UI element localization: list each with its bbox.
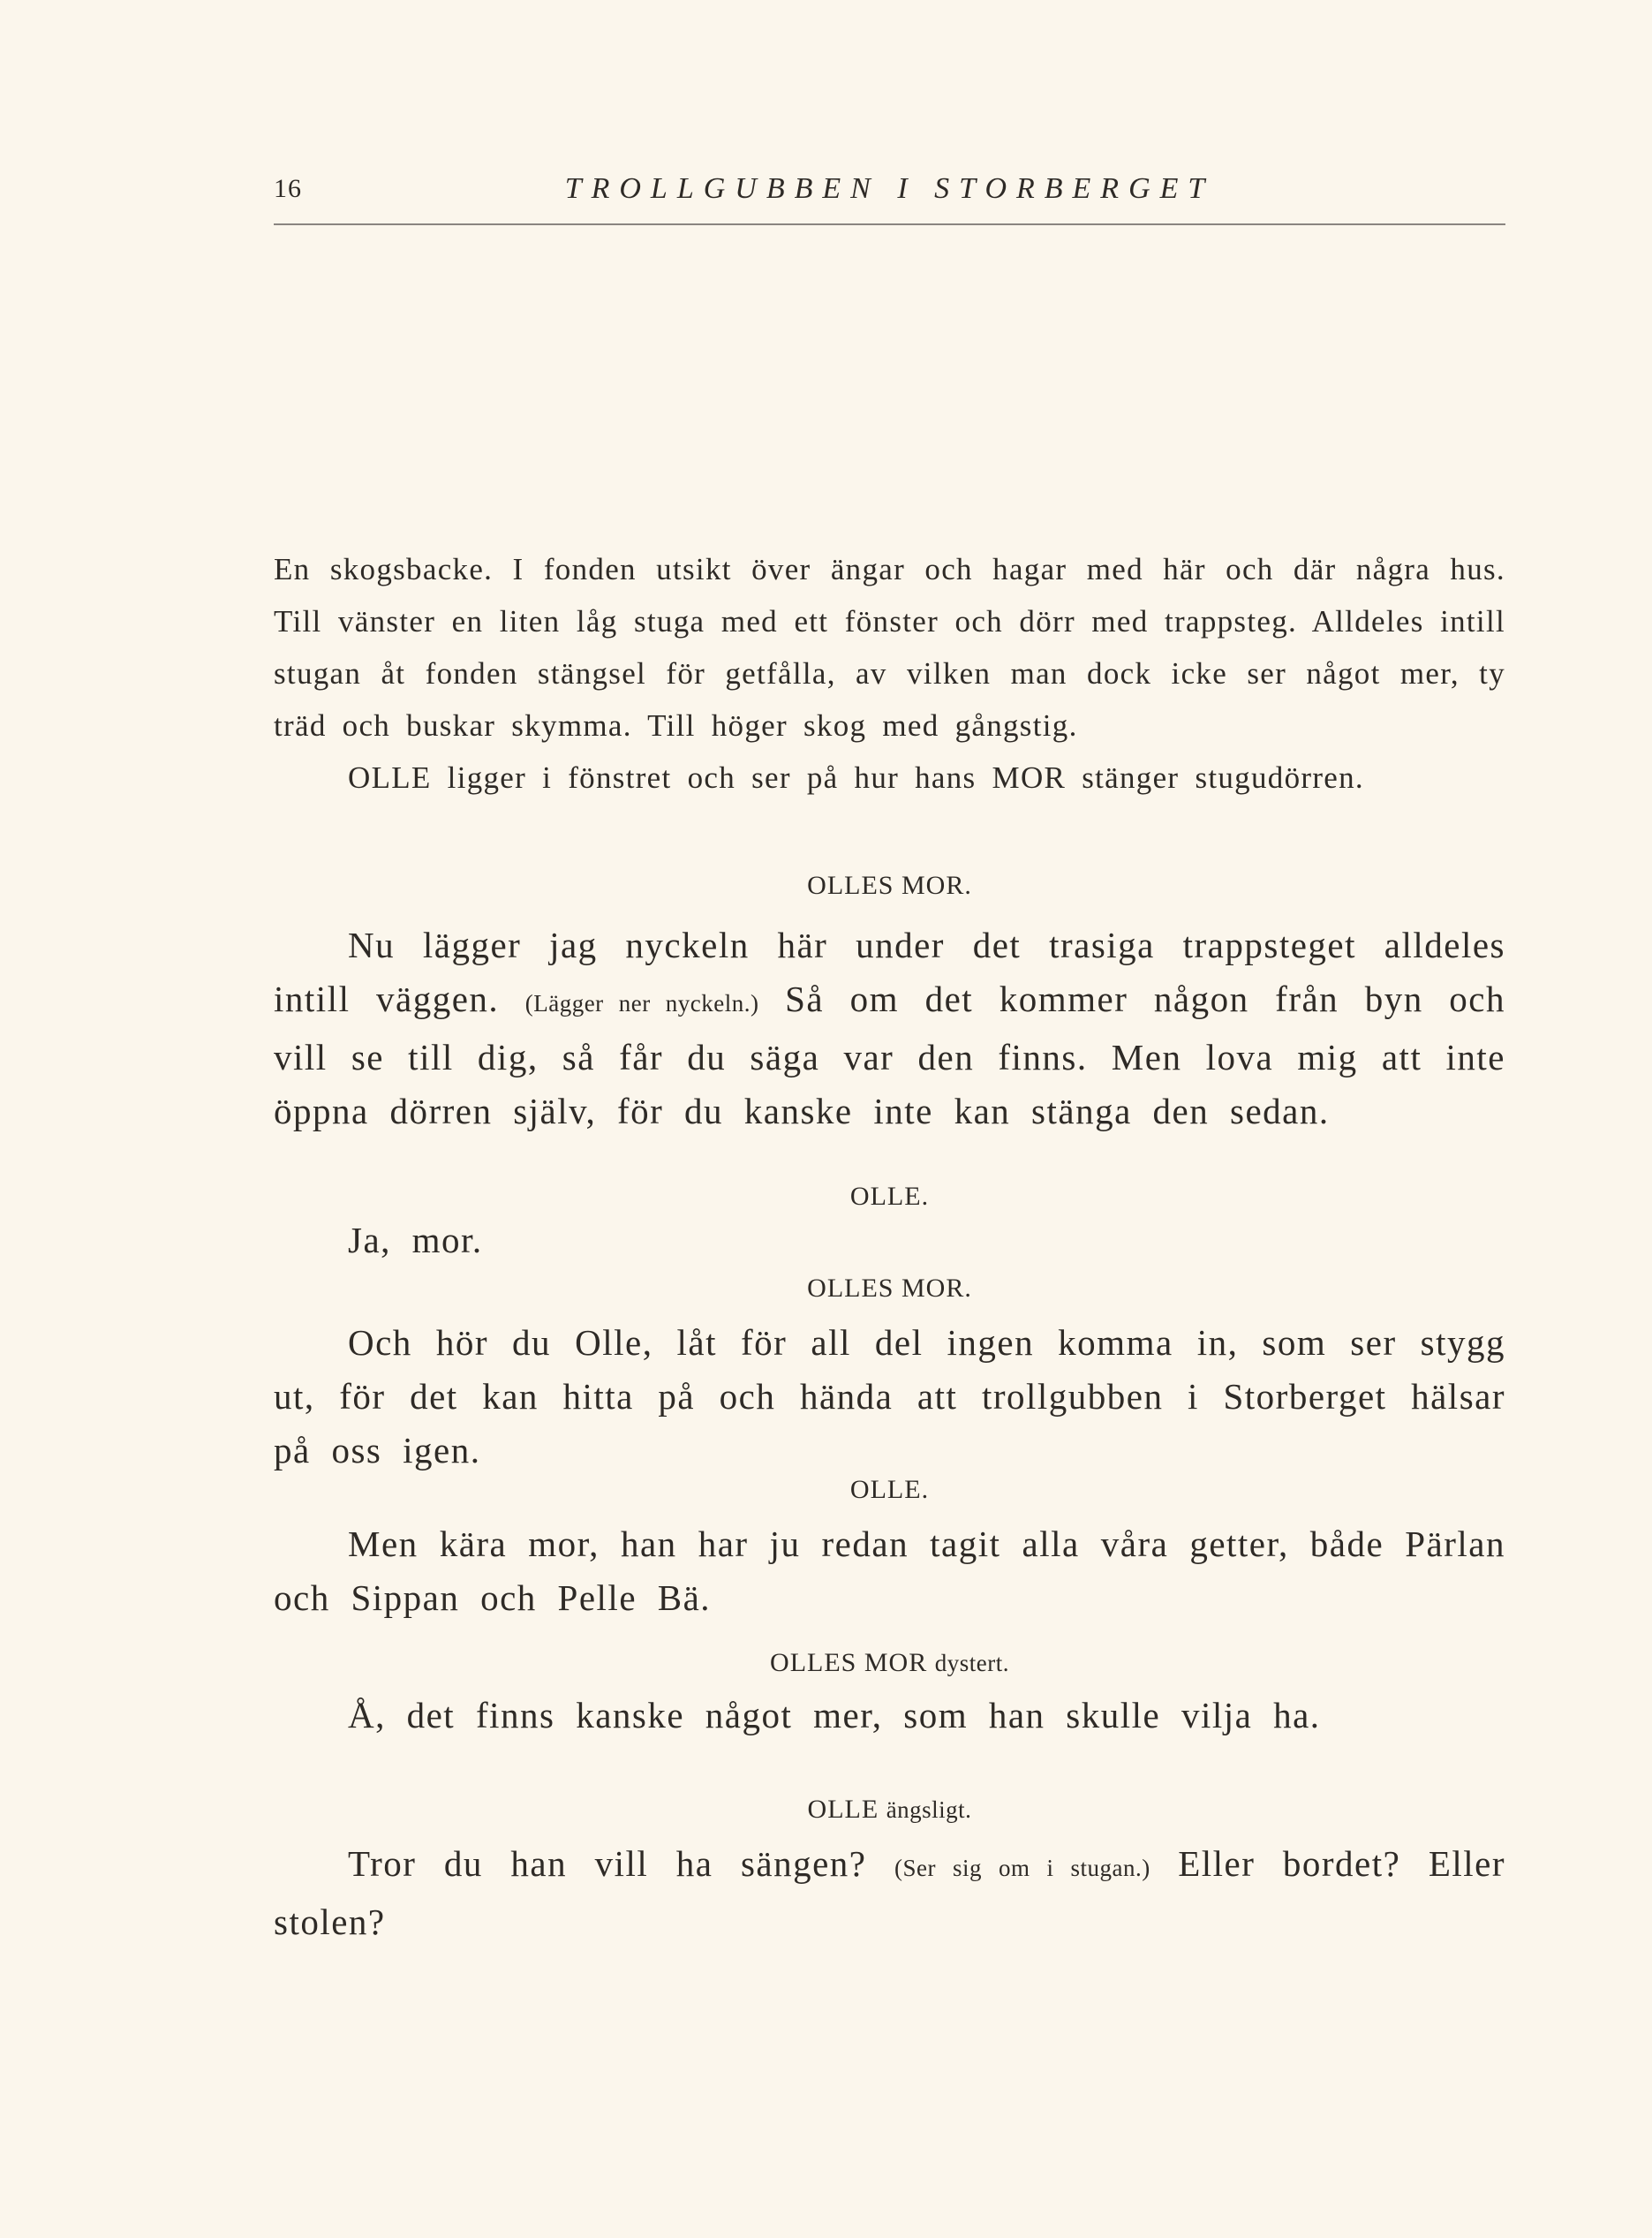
- speech-paragraph: [274, 919, 1505, 1138]
- stage-direction: [274, 543, 1505, 804]
- speech-text: Tror du han vill ha sängen?: [348, 1843, 867, 1884]
- speaker-manner: ängsligt.: [886, 1796, 972, 1823]
- speech-paragraph: Ja, mor.: [348, 1220, 483, 1260]
- speech-text: Nu lägger jag nyckeln här under det trasiga trappsteget alldeles intill väggen.: [274, 925, 1505, 1019]
- speaker-label: OLLES MOR.: [807, 871, 972, 900]
- page-header: [274, 174, 1505, 225]
- speaker-heading: [274, 1795, 1505, 1825]
- speaker-label: OLLES MOR.: [807, 1274, 972, 1303]
- speech-paragraph: [274, 1837, 1505, 1949]
- page-number: 16: [274, 174, 302, 203]
- speech-paragraph: Å, det finns kanske något mer, som han skulle vilja ha.: [348, 1695, 1321, 1735]
- running-title: TROLLGUBBEN I STORBERGET: [564, 172, 1215, 205]
- speech-text: Så om det kommer någon från byn och vill se till dig, så får du säga var den finns. Men lova mig att inte öppna dörren själv, för du kanske inte kan stänga den sedan.: [274, 979, 1506, 1131]
- setting-paragraph: OLLE ligger i fönstret och ser på hur hans MOR stänger stugudörren.: [348, 760, 1364, 795]
- speech-text: Eller bordet? Eller stolen?: [274, 1843, 1506, 1942]
- speaker-label: OLLE.: [849, 1182, 930, 1211]
- setting-paragraph: En skogsbacke. I fonden utsikt över ängar och hagar med här och där några hus. Till vänster en liten låg stuga med ett fönster och dörr med trappsteg. Alldeles intill stugan åt fonden stängsel för getfålla, av vilken man dock icke ser något mer, ty träd och buskar skymma. Till höger skog med gångstig.: [274, 552, 1505, 743]
- speech-paragraph: Men kära mor, han har ju redan tagit alla våra getter, både Pärlan och Sippan och Pelle Bä.: [274, 1524, 1505, 1618]
- stage-aside: (Ser sig om i stugan.): [894, 1855, 1150, 1881]
- speaker-label: OLLE.: [849, 1475, 930, 1504]
- stage-aside: (Lägger ner nyckeln.): [524, 990, 759, 1017]
- speech-paragraph: Och hör du Olle, låt för all del ingen komma in, som ser stygg ut, för det kan hitta på och hända att trollgubben i Storberget hälsar på oss igen.: [274, 1322, 1505, 1471]
- speaker-heading: [274, 1648, 1505, 1678]
- speaker-label: OLLES MOR: [770, 1648, 928, 1677]
- speaker-label: OLLE: [807, 1795, 879, 1824]
- speaker-manner: dystert.: [934, 1650, 1009, 1676]
